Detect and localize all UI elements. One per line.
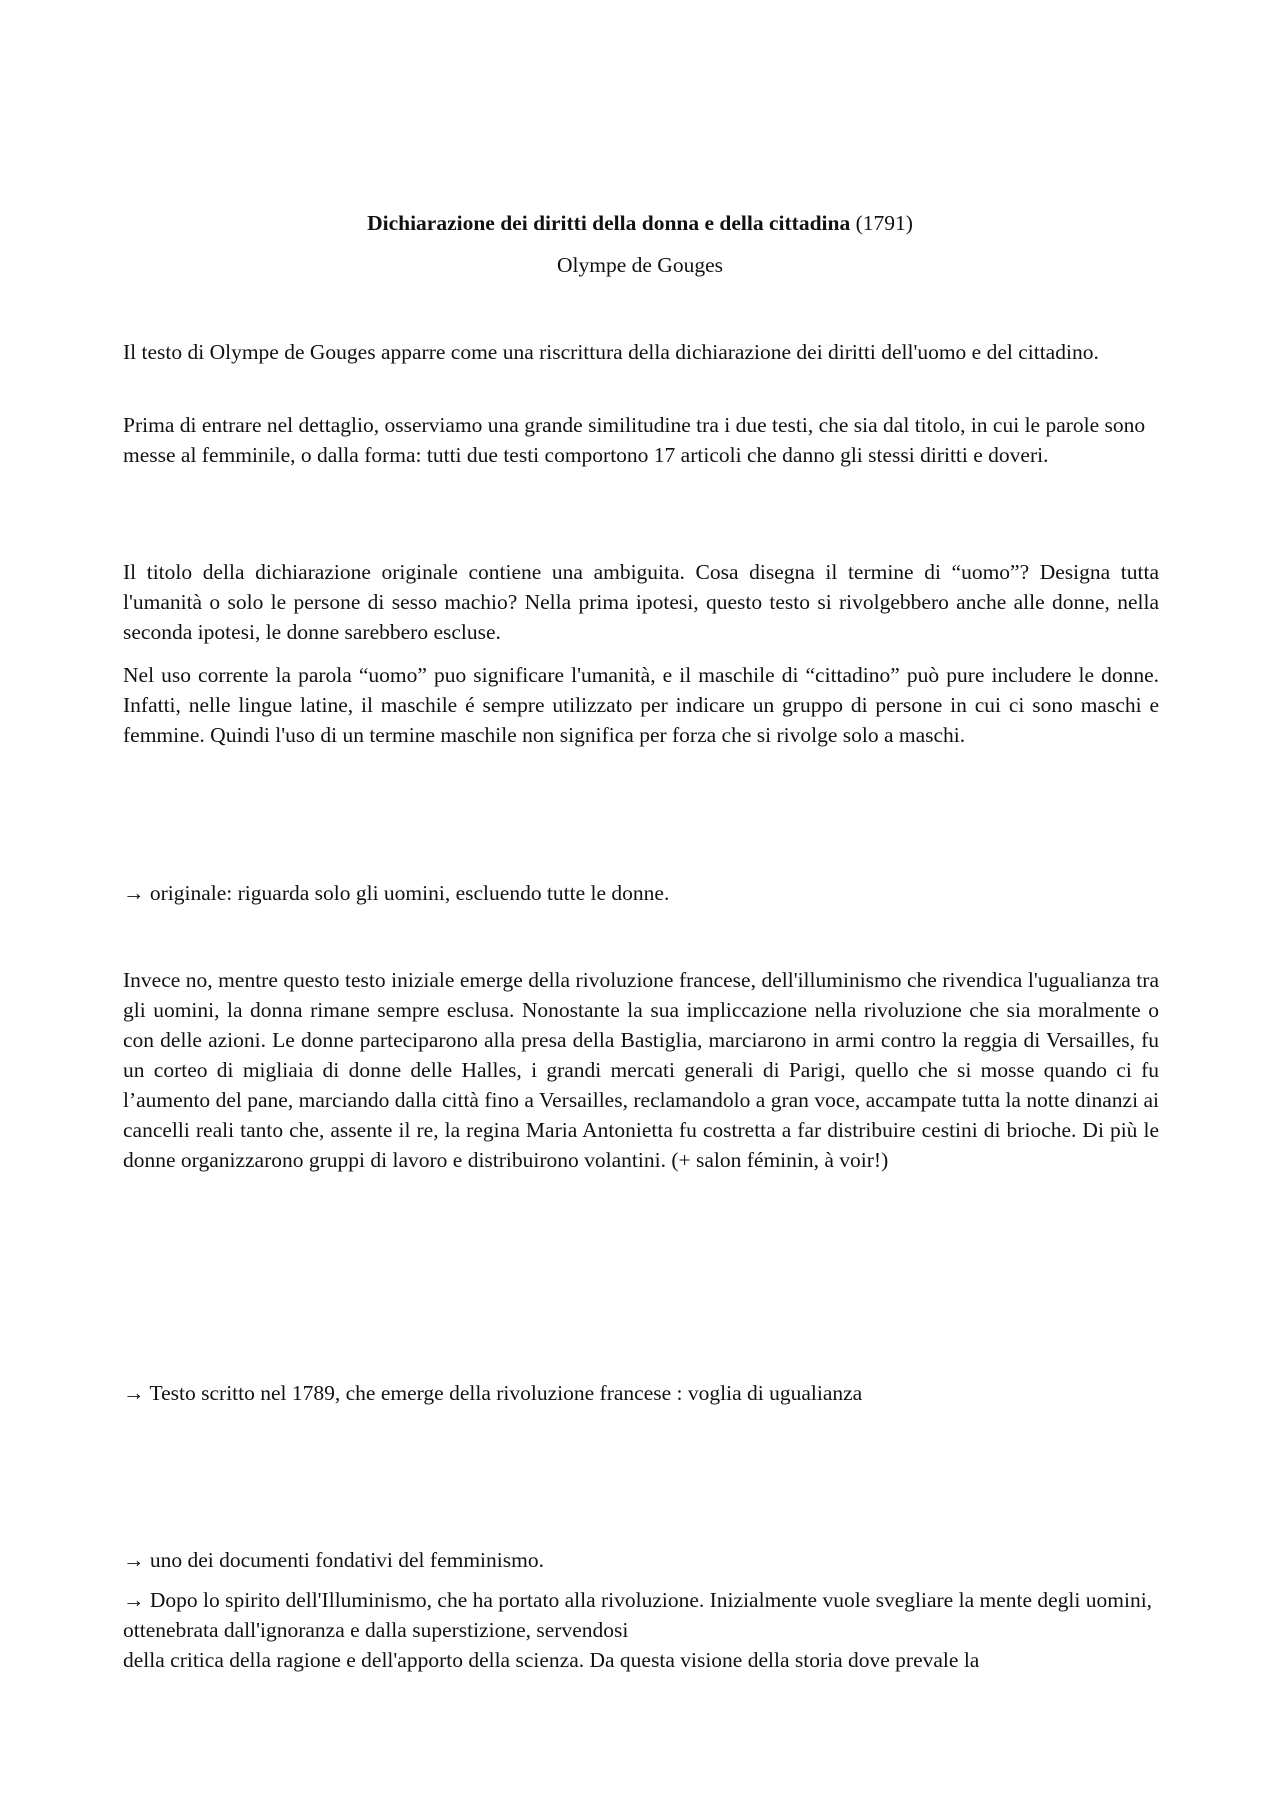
paragraph-ambiguity: Il titolo della dichiarazione originale contiene una ambiguita. Cosa disegna il termine di “uomo”? Designa tutta l'umanità o solo le persone di sesso machio? Nella prima ipotesi, questo testo si rivolgebbero anche alle donne, nella seconda ipotesi, le donne sarebbero escluse. — [123, 560, 1159, 644]
paragraph-invece: Invece no, mentre questo testo iniziale emerge della rivoluzione francese, dell'illuminismo che rivendica l'ugualianza tra gli uomini, la donna rimane sempre esclusa. Nonostante la sua impliccazione nella rivoluzione che sia moralmente o con delle azioni. Le donne parteciparono alla presa della Bastiglia, marciarono in armi contro la reggia di Versailles, fu un corteo di migliaia di donne delle Halles, i grandi mercati generali di Parigi, quello che si mosse quando ci fu l’aumento del pane, marciando dalla città fino a Versailles, reclamandolo a gran voce, accampate tutta la notte dinanzi ai cancelli reali tanto che, assente il re, la regina Maria Antonietta fu costretta a far distribuire cestini di brioche. Di più le donne organizzarono gruppi di lavoro e distribuirono volantini. (+ salon féminin, à voir!) — [123, 968, 1159, 1172]
title-main: Dichiarazione dei diritti della donna e della cittadina — [367, 211, 851, 235]
arrow-note-original: → originale: riguarda solo gli uomini, escluendo tutte le donne. — [123, 881, 670, 905]
document-title — [0, 208, 1280, 238]
arrow-note-illuminismo: → Dopo lo spirito dell'Illuminismo, che ha portato alla rivoluzione. Inizialmente vuole svegliare la mente degli uomini, ottenebrata dall'ignoranza e dalla superstizione, servendosi — [123, 1588, 1153, 1642]
paragraph-similitude: Prima di entrare nel dettaglio, osserviamo una grande similitudine tra i due testi, che sia dal titolo, in cui le parole sono messe al femminile, o dalla forma: tutti due testi comportono 17 articoli che danno gli stessi diritti e doveri. — [123, 413, 1146, 467]
paragraph-intro: Il testo di Olympe de Gouges apparre come una riscrittura della dichiarazione dei diritti dell'uomo e del cittadino. — [123, 340, 1099, 364]
arrow-note-femminismo: → uno dei documenti fondativi del femminismo. — [123, 1548, 544, 1572]
title-year: (1791) — [855, 211, 913, 235]
paragraph-continuation: della critica della ragione e dell'apporto della scienza. Da questa visione della storia dove prevale la — [123, 1648, 980, 1672]
arrow-note-1789: → Testo scritto nel 1789, che emerge della rivoluzione francese : voglia di ugualianza — [123, 1381, 863, 1405]
title-block — [0, 208, 1280, 280]
document-author: Olympe de Gouges — [557, 253, 723, 277]
paragraph-uomo-usage: Nel uso corrente la parola “uomo” puo significare l'umanità, e il maschile di “cittadino” può pure includere le donne. Infatti, nelle lingue latine, il maschile é sempre utilizzato per indicare un gruppo di persone in cui ci sono maschi e femmine. Quindi l'uso di un termine maschile non significa per forza che si rivolge solo a maschi. — [123, 663, 1159, 747]
